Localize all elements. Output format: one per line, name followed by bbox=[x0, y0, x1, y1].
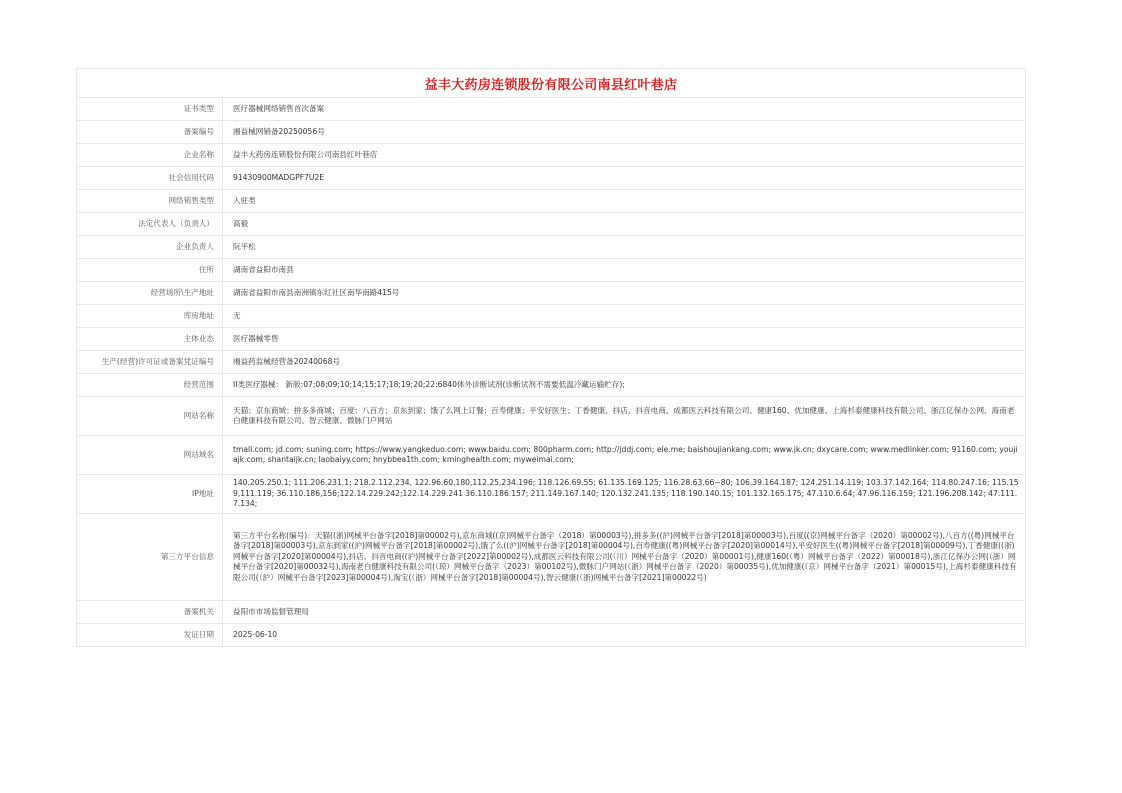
row-main-business bbox=[77, 328, 1026, 351]
record-certificate bbox=[76, 68, 1026, 647]
field-value: 140.205.250.1; 111.206.231.1; 218.2.112.234, 122.96.60.180,112.25.234.196; 118.126.69.55; 61.135.169.125; 116.28.63.66~80; 106.39.164.187; 124.251.14.119; 103.37.142.164; 114.80.247.16; 115.159,111.119; 36.110.186,156;122.14.229.242;122.14.229.241 36.110.186.157; 211.149.167.140; 120.132.241.135; 118.190.140.15; 101.132.165.175; 47.110.6.64; 47.96.116.159; 121.196.208.142; 47.111.7.134; bbox=[223, 475, 1026, 514]
info-table bbox=[76, 97, 1026, 647]
row-third-party bbox=[77, 514, 1026, 601]
field-label: 备案机关 bbox=[77, 601, 223, 624]
field-label: 发证日期 bbox=[77, 624, 223, 647]
field-value: 入驻类 bbox=[223, 190, 1026, 213]
field-value: 无 bbox=[223, 305, 1026, 328]
field-value: 湖南省益阳市南县南洲镇东红社区南华南路415号 bbox=[223, 282, 1026, 305]
field-label: IP地址 bbox=[77, 475, 223, 514]
row-record-no bbox=[77, 121, 1026, 144]
field-label: 住所 bbox=[77, 259, 223, 282]
field-value: 医疗器械零售 bbox=[223, 328, 1026, 351]
field-value: 医疗器械网络销售首次备案 bbox=[223, 98, 1026, 121]
field-label: 经营范围 bbox=[77, 374, 223, 397]
field-label: 备案编号 bbox=[77, 121, 223, 144]
row-ip-address bbox=[77, 475, 1026, 514]
field-value: 91430900MADGPF7U2E bbox=[223, 167, 1026, 190]
row-cert-type bbox=[77, 98, 1026, 121]
row-sales-type bbox=[77, 190, 1026, 213]
title-row bbox=[76, 68, 1026, 97]
row-business-scope bbox=[77, 374, 1026, 397]
field-label: 经营场所\生产地址 bbox=[77, 282, 223, 305]
field-value: 湘益械网销备20250056号 bbox=[223, 121, 1026, 144]
field-label: 网站域名 bbox=[77, 436, 223, 475]
field-label: 法定代表人（负责人） bbox=[77, 213, 223, 236]
row-license-no bbox=[77, 351, 1026, 374]
field-label: 库房地址 bbox=[77, 305, 223, 328]
field-label: 企业负责人 bbox=[77, 236, 223, 259]
field-value: 高毅 bbox=[223, 213, 1026, 236]
row-company-name bbox=[77, 144, 1026, 167]
field-label: 第三方平台信息 bbox=[77, 514, 223, 601]
row-authority bbox=[77, 601, 1026, 624]
field-label: 网络销售类型 bbox=[77, 190, 223, 213]
field-value: tmall.com; jd.com; suning.com; https://www.yangkeduo.com; www.baidu.com; 800pharm.com; http://jddj.com; ele.me; baishoujiankang.com; www.jk.cn; dxycare.com; www.medlinker.com; 91160.com; youjiajk.com; shantaijk.cn; laobaiyy.com; hnybbea1th.com; kminghealth.com; myweimai.com; bbox=[223, 436, 1026, 475]
field-label: 生产(经营)许可证或备案凭证编号 bbox=[77, 351, 223, 374]
field-label: 社会信用代码 bbox=[77, 167, 223, 190]
field-label: 证书类型 bbox=[77, 98, 223, 121]
field-value: 湖南省益阳市南县 bbox=[223, 259, 1026, 282]
row-legal-rep bbox=[77, 213, 1026, 236]
row-domains bbox=[77, 436, 1026, 475]
row-website-names bbox=[77, 397, 1026, 436]
field-value: 益阳市市场监督管理局 bbox=[223, 601, 1026, 624]
field-label: 网站名称 bbox=[77, 397, 223, 436]
row-issue-date bbox=[77, 624, 1026, 647]
row-warehouse-address bbox=[77, 305, 1026, 328]
field-value: 天猫；京东商城；拼多多商城；百度；八百方；京东到家；饿了么网上订餐；百寿健康；平安好医生；丁香健康、抖店、抖音电商、成都医云科技有限公司、健康160、优加健康、上海杉泰健康科技有限公司、浙江亿保办公网、海南老白健康科技有限公司、智云健康、微脉门户网站 bbox=[223, 397, 1026, 436]
field-value: 益丰大药房连锁股份有限公司南县红叶巷店 bbox=[223, 144, 1026, 167]
field-value: 湘益药监械经营备20240068号 bbox=[223, 351, 1026, 374]
page-title: 益丰大药房连锁股份有限公司南县红叶巷店 bbox=[424, 77, 678, 93]
field-value: 2025-06-10 bbox=[223, 624, 1026, 647]
field-value: 阮平松 bbox=[223, 236, 1026, 259]
field-value: 第三方平台名称(编号)：天猫((浙)网械平台备字[2018]第00002号),京东商城((京)网械平台备字（2018）第00003号),拼多多((沪)网械平台备字[2018]第00003号),百度((京)网械平台备字（2020）第00002号),八百方((粤)网械平台备字[2018]第00003号),京东到家((沪)网械平台备字[2018]第00002号),饿了么((沪)网械平台备字[2018]第00004号),百寿健康((粤)网械平台备字[2020]第00014号),平安好医生((粤)网械平台备字[2018]第00009号),丁香健康((浙)网械平台备字[2020]第00004号),抖店、抖音电商((沪)网械平台备字[2022]第00002号),成都医云科技有限公司(（川）网械平台备字（2020）第00001号),健康160(（粤）网械平台备字（2022）第00018号),浙江亿保办公网(（浙）网械平台备字[2020]第00032号),海南老白健康科技有限公司(（琼）网械平台备字（2023）第00102号),微脉门户网站(（浙）网械平台备字（2020）第00035号),优加健康(（京）网械平台备字（2021）第00015号),上海杉泰健康科技有限公司(（沪）网械平台备字[2023]第00004号),淘宝(（浙）网械平台备字[2018]第00004号),智云健康(（浙)网械平台备字[2021]第00022号) bbox=[223, 514, 1026, 601]
row-business-address bbox=[77, 282, 1026, 305]
row-principal bbox=[77, 236, 1026, 259]
field-label: 企业名称 bbox=[77, 144, 223, 167]
field-label: 主体业态 bbox=[77, 328, 223, 351]
row-credit-code bbox=[77, 167, 1026, 190]
row-residence bbox=[77, 259, 1026, 282]
field-value: II类医疗器械： 新版:07;08;09;10;14;15;17;18;19;20;22:6840体外诊断试剂(诊断试剂不需要低温冷藏运输贮存); bbox=[223, 374, 1026, 397]
